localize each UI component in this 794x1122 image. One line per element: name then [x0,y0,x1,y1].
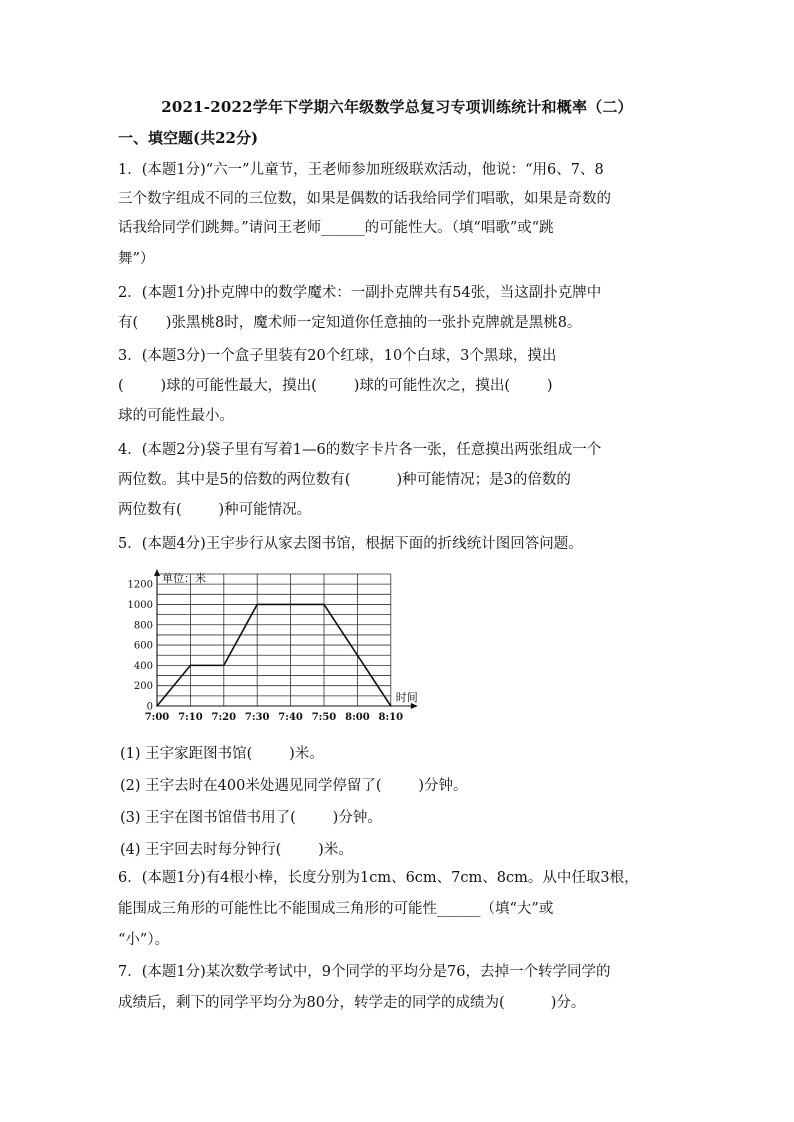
q1-line-4: 舞”） [118,251,155,267]
y-tick-label: 0 [146,701,153,713]
y-tick-label: 800 [133,620,153,632]
chart-grid [157,574,391,706]
x-tick-label: 7:50 [311,712,337,723]
y-tick-label: 600 [133,640,153,652]
y-axis-arrow [154,569,160,576]
q2-line-1: 2．(本题1分)扑克牌中的数学魔术：一副扑克牌共有54张，当这副扑克牌中 [118,285,602,301]
y-axis-label: 单位：米 [162,572,206,585]
q3-line-3: 球的可能性最小。 [118,408,234,424]
q3-line-1: 3．(本题3分)一个盒子里装有20个红球，10个白球，3个黑球，摸出 [118,348,557,364]
x-axis-label: 时间 [395,691,418,704]
q7-line-2: 成绩后，剩下的同学平均分为80分，转学走的同学的成绩为( )分。 [118,995,586,1011]
section-heading: 一、填空题(共22分) [118,129,259,147]
y-tick-label: 400 [133,660,153,672]
x-tick-label: 7:20 [211,712,237,723]
q4-line-3: 两位数有( )种可能情况。 [118,502,312,518]
q1-line-3: 话我给同学们跳舞。”请问王老师______的可能性大。（填“唱歌”或“跳 [118,220,554,236]
data-point [256,604,258,606]
q5-sub-3: (3) 王宇在图书馆借书用了( )分钟。 [120,810,382,826]
q2-line-2: 有( )张黑桃8时，魔术师一定知道你任意抽的一张扑克牌就是黑桃8。 [118,315,582,331]
q6-line-1: 6．(本题1分)有4根小棒，长度分别为1cm、6cm、7cm、8cm。从中任取3根， [118,870,639,886]
q4-line-1: 4．(本题2分)袋子里有写着1—6的数字卡片各一张，任意摸出两张组成一个 [118,442,602,458]
q5-line-1: 5．(本题4分)王宇步行从家去图书馆，根据下面的折线统计图回答问题。 [118,536,583,552]
y-tick-label: 200 [133,681,153,693]
data-point [390,705,392,707]
x-tick-label: 7:00 [144,712,170,723]
x-tick-label: 8:00 [345,712,370,723]
q6-line-2: 能围成三角形的可能性比不能围成三角形的可能性______（填“大”或 [118,901,554,917]
q5-sub-2: (2) 王宇去时在400米处遇见同学停留了( )分钟。 [120,778,468,794]
y-tick-label: 1000 [127,599,153,611]
q3-line-2: ( )球的可能性最大，摸出( )球的可能性次之，摸出( ) [118,378,553,394]
x-tick-label: 7:30 [244,712,270,723]
x-tick-label: 7:40 [278,712,303,723]
line-chart [125,566,425,728]
q1-line-2: 三个数字组成不同的三位数，如果是偶数的话我给同学们唱歌，如果是奇数的 [118,191,611,207]
q7-line-1: 7．(本题1分)某次数学考试中，9个同学的平均分是76，去掉一个转学同学的 [118,964,611,980]
q5-sub-1: (1) 王宇家距图书馆( )米。 [120,746,324,762]
q4-line-2: 两位数。其中是5的倍数的两位数有( )种可能情况；是3的倍数的 [118,472,571,488]
data-point [290,604,292,606]
data-point [223,665,225,667]
data-point [190,665,192,667]
chart-labels [128,571,418,723]
x-tick-label: 7:10 [178,712,203,723]
q6-line-3: “小”）。 [118,932,170,948]
q1-line-1: 1．(本题1分)“六一”儿童节，王老师参加班级联欢活动，他说：“用6、7、8 [118,162,604,178]
data-point [323,604,325,606]
x-tick-label: 8:10 [378,712,404,723]
data-point [357,654,359,656]
page-title: 2021-2022学年下学期六年级数学总复习专项训练统计和概率（二） [161,98,633,116]
data-point [156,705,158,707]
q5-sub-4: (4) 王宇回去时每分钟行( )米。 [120,842,353,858]
y-tick-label: 1200 [127,579,153,591]
